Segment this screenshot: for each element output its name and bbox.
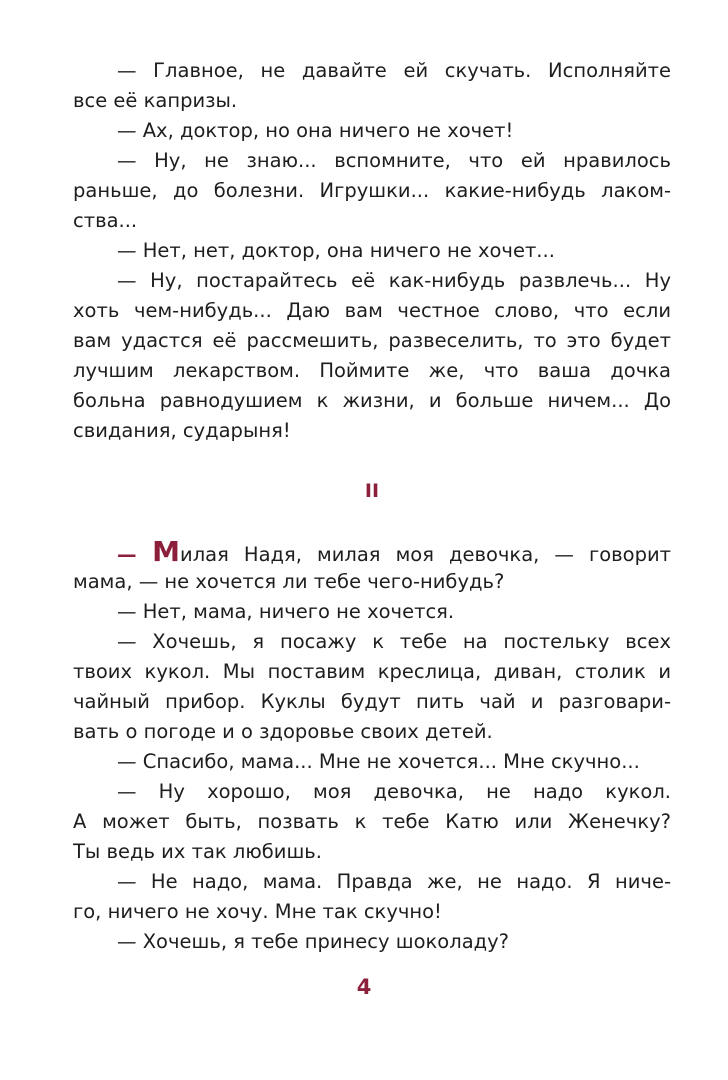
text-line: вам удастся её рассмешить, развеселить, то это будет bbox=[73, 329, 671, 352]
page-body bbox=[73, 56, 671, 957]
text-line: — Нет, нет, доктор, она ничего не хочет... bbox=[117, 239, 555, 262]
text-line: — Хочешь, я тебе принесу шоколаду? bbox=[117, 930, 510, 953]
text-line: — Ну, постарайтесь её как-нибудь развлечь... Ну bbox=[117, 269, 671, 292]
text-line: чайный прибор. Куклы будут пить чай и разговари- bbox=[73, 690, 671, 713]
text-line: лучшим лекарством. Поймите же, что ваша дочка bbox=[73, 359, 671, 382]
text-line: го, ничего не хочу. Мне так скучно! bbox=[73, 900, 442, 923]
text-line: — Ну, не знаю... вспомните, что ей нравилось bbox=[117, 149, 671, 172]
text-line: — Хочешь, я посажу к тебе на постельку всех bbox=[117, 630, 671, 653]
chapter-heading: II bbox=[364, 480, 380, 502]
text-line: — Главное, не давайте ей скучать. Исполняйте bbox=[117, 59, 671, 82]
text-line: — Нет, мама, ничего не хочется. bbox=[117, 600, 455, 623]
text-line: А может быть, позвать к тебе Катю или Женечку? bbox=[73, 810, 671, 833]
text-line: больна равнодушием к жизни, и больше ничем... До bbox=[73, 389, 671, 412]
text-line: свидания, сударыня! bbox=[73, 419, 291, 442]
text-line: — Ах, доктор, но она ничего не хочет! bbox=[117, 119, 514, 142]
dropcap-dash: — bbox=[117, 543, 153, 566]
text-line: ства... bbox=[73, 209, 138, 232]
first-line-rest: илая Надя, милая моя девочка, — говорит bbox=[180, 543, 671, 566]
text-line: — Не надо, мама. Правда же, не надо. Я ниче- bbox=[117, 870, 671, 893]
text-line: раньше, до болезни. Игрушки... какие-нибудь лаком- bbox=[73, 179, 671, 202]
text-section-mother-dialogue bbox=[73, 537, 671, 957]
page-number: 4 bbox=[356, 975, 372, 999]
text-line: мама, — не хочется ли тебе чего-нибудь? bbox=[73, 570, 505, 593]
text-line: хоть чем-нибудь... Даю вам честное слово, что если bbox=[73, 299, 671, 322]
text-line-first bbox=[73, 537, 671, 567]
dropcap-letter: М bbox=[152, 537, 181, 567]
text-line: твоих кукол. Мы поставим креслица, диван, столик и bbox=[73, 660, 671, 683]
text-line: все её капризы. bbox=[73, 89, 238, 112]
text-line: — Ну хорошо, моя девочка, не надо кукол. bbox=[117, 780, 671, 803]
text-line: вать о погоде и о здоровье своих детей. bbox=[73, 720, 493, 743]
text-line: Ты ведь их так любишь. bbox=[73, 840, 322, 863]
text-line: — Спасибо, мама... Мне не хочется... Мне скучно... bbox=[117, 750, 640, 773]
text-section-doctor-dialogue bbox=[73, 56, 671, 446]
